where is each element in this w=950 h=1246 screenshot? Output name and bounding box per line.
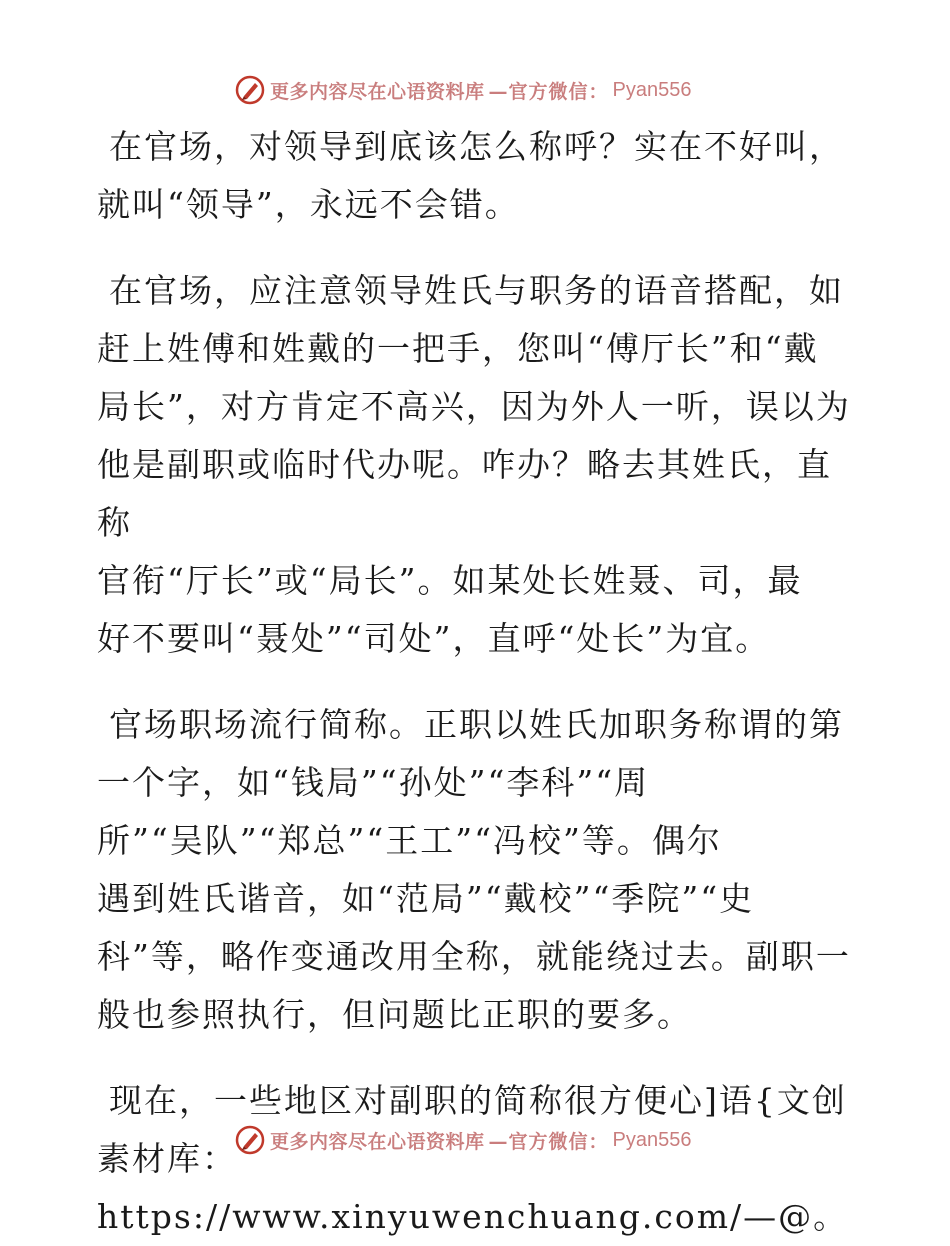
text-line: 赶上姓傅和姓戴的一把手，您叫“傅厅长”和“戴	[97, 329, 819, 368]
text-line: 现在，一些地区对副职的简称很方便心]语{文创	[109, 1081, 847, 1120]
text-line: 好不要叫“聂处”“司处”，直呼“处长”为宜。	[97, 619, 771, 658]
banner-site-name: 更多内容尽在心语资料库	[270, 1130, 485, 1153]
paragraph-2	[97, 262, 852, 668]
paragraph-1	[97, 118, 852, 234]
banner-site-name: 更多内容尽在心语资料库	[270, 80, 485, 103]
text-line: 般也参照执行，但问题比正职的要多。	[97, 995, 692, 1034]
text-line: 素材库：https://www.xinyuwenchuang.com/—@。	[97, 1139, 849, 1236]
banner-wechat-label: —官方微信：	[488, 1130, 609, 1153]
text-line: 就叫“领导”，永远不会错。	[97, 185, 520, 224]
text-line: 一个字，如“钱局”“孙处”“李科”“周	[97, 763, 650, 802]
banner-wechat-id: Pyan556	[612, 78, 692, 101]
header-banner	[234, 72, 692, 108]
text-line: 所”“吴队”“郑总”“王工”“冯校”等。偶尔	[97, 821, 722, 860]
text-line: 在官场，应注意领导姓氏与职务的语音搭配，如	[109, 271, 844, 310]
text-line: 他是副职或临时代办呢。咋办？略去其姓氏，直称	[97, 445, 832, 542]
banner-wechat-label: —官方微信：	[488, 80, 609, 103]
text-line: 在官场，对领导到底该怎么称呼？实在不好叫，	[109, 127, 844, 166]
text-line: 科”等，略作变通改用全称，就能绕过去。副职一	[97, 937, 851, 976]
footer-banner	[234, 1122, 692, 1158]
text-line: 官衔“厅长”或“局长”。如某处长姓聂、司，最	[97, 561, 803, 600]
paragraph-4	[97, 1072, 852, 1246]
pen-logo-icon	[234, 74, 266, 106]
banner-wechat-id: Pyan556	[612, 1128, 692, 1151]
text-line: 局长”，对方肯定不高兴，因为外人一听，误以为	[97, 387, 851, 426]
article-body	[97, 118, 852, 1246]
text-line: 官场职场流行简称。正职以姓氏加职务称谓的第	[109, 705, 844, 744]
paragraph-3	[97, 696, 852, 1044]
text-line: 遇到姓氏谐音，如“范局”“戴校”“季院”“史	[97, 879, 755, 918]
pen-logo-icon	[234, 1124, 266, 1156]
